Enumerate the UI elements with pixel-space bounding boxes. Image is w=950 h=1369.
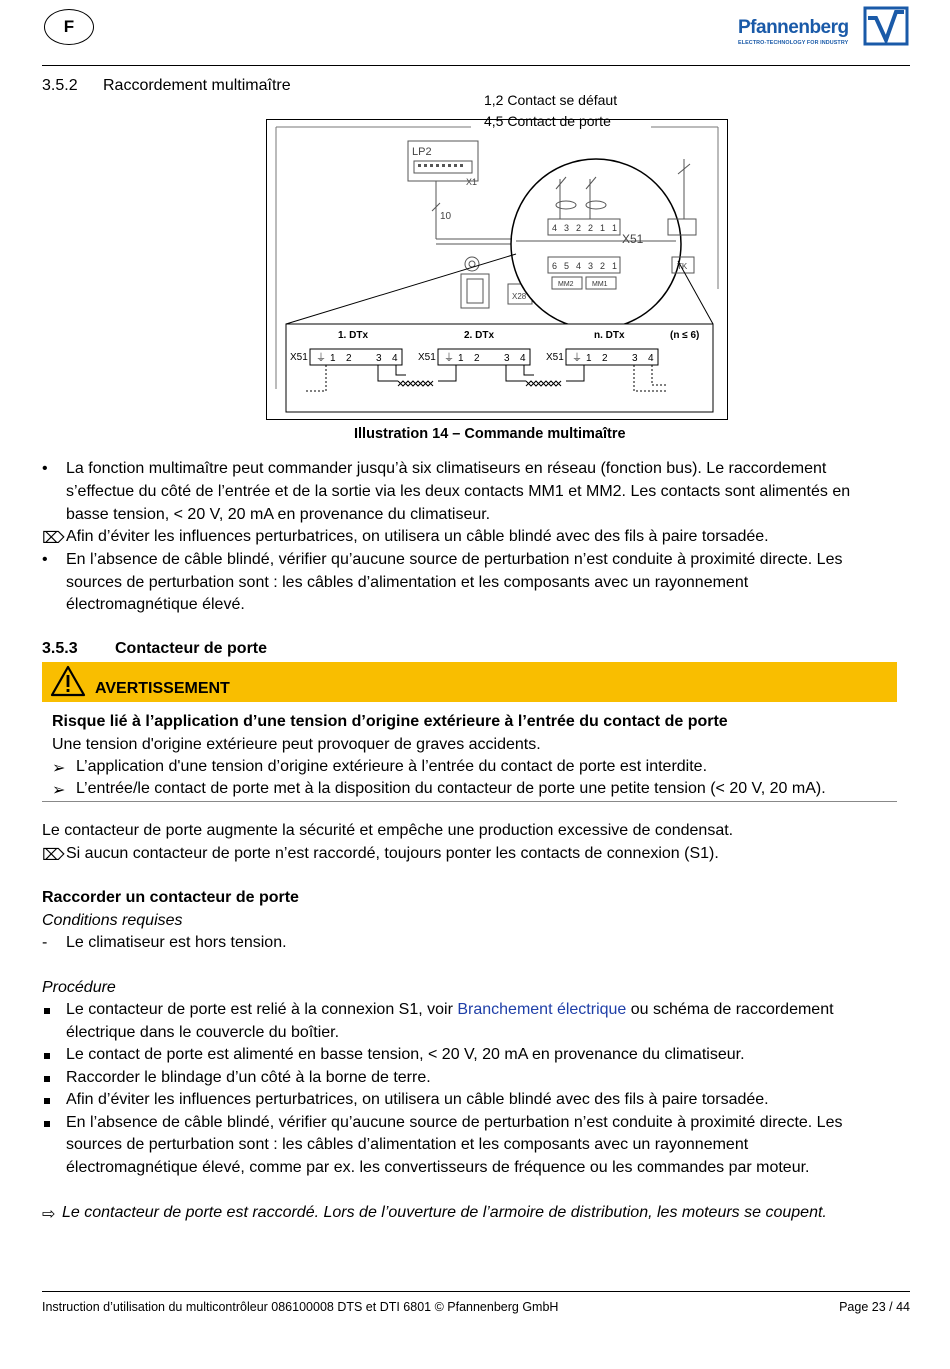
top-terminal: 2 <box>588 223 594 233</box>
note-hand-icon: ⌦ <box>42 847 65 864</box>
bullet-dot-icon: • <box>42 551 48 568</box>
unit-terminal: 2 <box>602 353 608 364</box>
bullet-1-line-1: La fonction multimaître peut commander jusqu’à six climatiseurs en réseau (fonction bus). Le raccordement <box>66 460 827 477</box>
diagram-callout-1: 1,2 Contact se défaut <box>484 92 618 108</box>
top-terminal: 2 <box>576 223 582 233</box>
tk-label: TK <box>677 262 688 271</box>
step-1-line-2: électrique dans le couvercle du boîtier. <box>66 1024 340 1041</box>
unit-terminal: 1 <box>586 353 592 364</box>
bottom-terminal: 1 <box>612 261 618 271</box>
bottom-terminal: 5 <box>564 261 570 271</box>
unit-terminal: 4 <box>648 353 654 364</box>
x1-label: X1 <box>466 177 478 187</box>
lp2-label: LP2 <box>412 146 432 158</box>
bottom-terminal: 2 <box>600 261 606 271</box>
x28-label: X28 <box>512 292 527 301</box>
step-4: Afin d’éviter les influences perturbatrices, on utilisera un câble blindé avec des fils à paire torsadée. <box>66 1091 769 1108</box>
warning-label: AVERTISSEMENT <box>95 680 230 697</box>
unit-label-n: n. DTx <box>594 330 625 341</box>
unit-terminal: 3 <box>632 353 638 364</box>
mm2-label: MM2 <box>558 281 574 288</box>
header-rule <box>42 65 910 66</box>
bullet-2-line-1: En l’absence de câble blindé, vérifier qu’aucune source de perturbation n’est conduite à proximité directe. Les <box>66 551 843 568</box>
unit-terminal: 1 <box>330 353 336 364</box>
electrical-connection-link[interactable]: Branchement électrique <box>457 1001 627 1018</box>
step-1-text: Le contacteur de porte est relié à la connexion S1, voir <box>66 1001 458 1018</box>
square-bullet-icon <box>44 1008 50 1014</box>
conditions-label: Conditions requises <box>42 912 183 929</box>
svg-text:⏚: ⏚ <box>444 353 454 364</box>
bottom-terminal: 3 <box>588 261 594 271</box>
logo-tagline: ELECTRO-TECHNOLOGY FOR INDUSTRY <box>738 40 849 46</box>
result-arrow-icon: ⇨ <box>42 1206 56 1223</box>
unit-label-2: 2. DTx <box>464 330 495 341</box>
arrow-bullet-icon: ➢ <box>52 782 66 799</box>
page-number: Page 23 / 44 <box>839 1300 910 1314</box>
warning-item: L’application d'une tension d’origine extérieure à l’entrée du contact de porte est interdite. <box>76 758 708 775</box>
square-bullet-icon <box>44 1076 50 1082</box>
condition-item: Le climatiseur est hors tension. <box>66 934 287 951</box>
unit-label-1: 1. DTx <box>338 330 369 341</box>
top-terminal: 1 <box>612 223 618 233</box>
door-contact-text: Le contacteur de porte augmente la sécurité et empêche une production excessive de condensat. <box>42 822 734 839</box>
unit-terminal: 3 <box>376 353 382 364</box>
svg-text:⏚: ⏚ <box>316 353 326 364</box>
mm1-label: MM1 <box>592 281 608 288</box>
diagram-callout-2: 4,5 Contact de porte <box>484 113 611 129</box>
footer-document-title: Instruction d’utilisation du multicontrôleur 086100008 DTS et DTI 6801 © Pfannenberg GmbH <box>42 1300 559 1314</box>
bullet-1-line-3: basse tension, < 20 V, 20 mA en provenance du climatiseur. <box>66 506 491 523</box>
step-1-text-end: ou schéma de raccordement <box>626 1001 834 1018</box>
svg-text:⏚: ⏚ <box>572 353 582 364</box>
unit-terminal: 4 <box>520 353 526 364</box>
ten-label: 10 <box>440 211 452 222</box>
unit-terminal: 2 <box>474 353 480 364</box>
unit-terminal: 2 <box>346 353 352 364</box>
top-terminal: 4 <box>552 223 558 233</box>
section-number: 3.5.3 <box>42 640 78 657</box>
unit-terminal: 4 <box>392 353 398 364</box>
x51-circle-label: X51 <box>622 232 644 246</box>
step-5-line-3: électromagnétique élevé, comme par ex. les convertisseurs de fréquence ou les commandes par moteur. <box>66 1159 810 1176</box>
section-title: Raccordement multimaître <box>103 77 291 94</box>
step-1-line-1 <box>66 1001 834 1019</box>
note-shielded-cable: Afin d’éviter les influences perturbatrices, on utilisera un câble blindé avec des fils à paire torsadée. <box>66 528 769 545</box>
bottom-terminal: 6 <box>552 261 558 271</box>
pfannenberg-logo <box>738 6 910 50</box>
multimaster-wiring-diagram <box>266 119 728 420</box>
figure-caption: Illustration 14 – Commande multimaître <box>354 426 626 442</box>
square-bullet-icon <box>44 1121 50 1127</box>
step-5-line-1: En l’absence de câble blindé, vérifier qu’aucune source de perturbation n’est conduite à proximité directe. Les <box>66 1114 843 1131</box>
logo-mark-icon <box>862 6 910 46</box>
x51-label: X51 <box>546 352 564 363</box>
arrow-bullet-icon: ➢ <box>52 760 66 777</box>
warning-text: Une tension d'origine extérieure peut provoquer de graves accidents. <box>52 736 541 753</box>
step-5-line-2: sources de perturbation sont : les câbles d’alimentation et les composants avec un rayonnement <box>66 1136 749 1153</box>
x51-label: X51 <box>290 352 308 363</box>
bullet-1-line-2: s’effectue du côté de l’entrée et de la sortie via les deux contacts MM1 et MM2. Les contacts sont alimentés en <box>66 483 851 500</box>
logo-name: Pfannenberg <box>738 17 849 38</box>
square-bullet-icon <box>44 1053 50 1059</box>
result-text: Le contacteur de porte est raccordé. Lors de l’ouverture de l’armoire de distribution, les moteurs se coupent. <box>62 1204 827 1221</box>
warning-triangle-icon <box>50 665 86 697</box>
bullet-dot-icon: • <box>42 460 48 477</box>
warning-heading: Risque lié à l’application d’une tension d’origine extérieure à l’entrée du contact de porte <box>52 713 728 730</box>
warning-banner <box>42 662 897 702</box>
bullet-2-line-2: sources de perturbation sont : les câbles d’alimentation et les composants avec un rayonnement <box>66 574 749 591</box>
step-3: Raccorder le blindage d’un côté à la borne de terre. <box>66 1069 431 1086</box>
top-terminal: 1 <box>600 223 606 233</box>
section-number: 3.5.2 <box>42 77 78 94</box>
language-badge: F <box>44 9 94 45</box>
x51-label: X51 <box>418 352 436 363</box>
step-2: Le contact de porte est alimenté en basse tension, < 20 V, 20 mA en provenance du climatiseur. <box>66 1046 745 1063</box>
warning-item: L’entrée/le contact de porte met à la disposition du contacteur de porte une petite tension (< 20 V, 20 mA). <box>76 780 826 797</box>
procedure-label: Procédure <box>42 979 116 996</box>
unit-terminal: 3 <box>504 353 510 364</box>
square-bullet-icon <box>44 1098 50 1104</box>
footer-rule <box>42 1291 910 1292</box>
dash-bullet: - <box>42 934 48 951</box>
note-hand-icon: ⌦ <box>42 530 65 547</box>
section-title: Contacteur de porte <box>115 640 268 657</box>
door-contact-note: Si aucun contacteur de porte n’est raccordé, toujours ponter les contacts de connexion (S1). <box>66 845 719 862</box>
top-terminal: 3 <box>564 223 570 233</box>
unit-terminal: 1 <box>458 353 464 364</box>
bottom-terminal: 4 <box>576 261 582 271</box>
bullet-2-line-3: électromagnétique élevé. <box>66 596 245 613</box>
unit-count-note: (n ≤ 6) <box>670 330 700 341</box>
procedure-heading: Raccorder un contacteur de porte <box>42 889 299 906</box>
warning-rule <box>42 801 897 802</box>
